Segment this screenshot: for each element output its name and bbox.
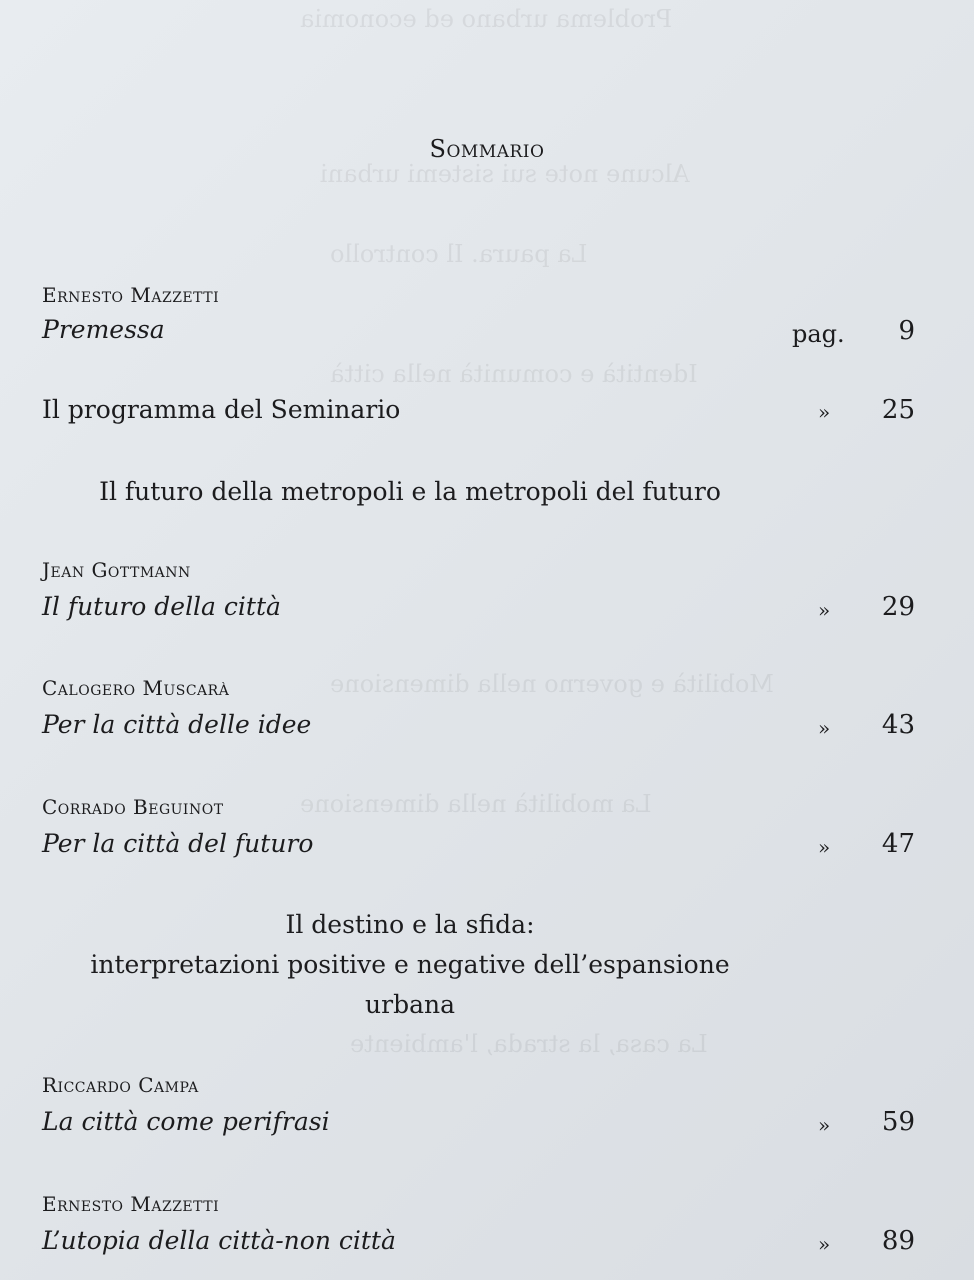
bleed-through-text: Alcune note sui sistemi urbani [320, 160, 690, 188]
work-title: Per la città delle idee [42, 710, 312, 739]
bleed-through-text: Problema urbano ed economia [300, 5, 673, 33]
page-marker: » [818, 1113, 831, 1137]
section-heading-line2: interpretazioni positive e negative dell’espansione [90, 950, 730, 979]
work-title: Per la città del futuro [42, 829, 314, 858]
work-title: Premessa [42, 315, 165, 344]
bleed-through-text: Identità e comunità nella città [330, 360, 698, 388]
page-marker: » [818, 598, 831, 622]
work-title: La città come perifrasi [42, 1107, 330, 1136]
page-marker: » [818, 1232, 831, 1256]
work-title: L’utopia della città-non città [42, 1226, 396, 1255]
section-heading-line3: urbana [365, 990, 455, 1019]
author-name: Corrado Beguinot [42, 795, 224, 819]
bleed-through-text: La mobilità nella dimensione [300, 790, 652, 818]
work-title: Il programma del Seminario [42, 395, 401, 424]
author-name: Ernesto Mazzetti [42, 283, 220, 307]
bleed-through-text: La casa, la strada, l'ambiente [350, 1030, 708, 1058]
author-name: Riccardo Campa [42, 1073, 199, 1097]
page-marker: » [818, 400, 831, 424]
page-marker: » [818, 835, 831, 859]
author-name: Jean Gottmann [42, 558, 191, 582]
page-number: 29 [881, 592, 915, 622]
bleed-through-text: Mobilità e governo nella dimensione [330, 670, 774, 698]
page-number: 59 [881, 1107, 915, 1137]
page-number: 25 [881, 395, 915, 425]
page-marker: » [818, 716, 831, 740]
page-title: Sommario [429, 135, 545, 163]
page-number: 43 [881, 710, 915, 740]
page-number: 9 [898, 316, 915, 346]
work-title: Il futuro della città [42, 592, 281, 621]
author-name: Calogero Muscarà [42, 676, 230, 700]
author-name: Ernesto Mazzetti [42, 1192, 220, 1216]
bleed-through-text: La paura. Il controllo [330, 240, 588, 268]
section-heading: Il futuro della metropoli e la metropoli del futuro [99, 477, 721, 506]
page-number: 89 [881, 1226, 915, 1256]
section-heading-line1: Il destino e la sfida: [285, 910, 535, 939]
page-marker: pag. [792, 320, 845, 348]
page-number: 47 [881, 829, 915, 859]
